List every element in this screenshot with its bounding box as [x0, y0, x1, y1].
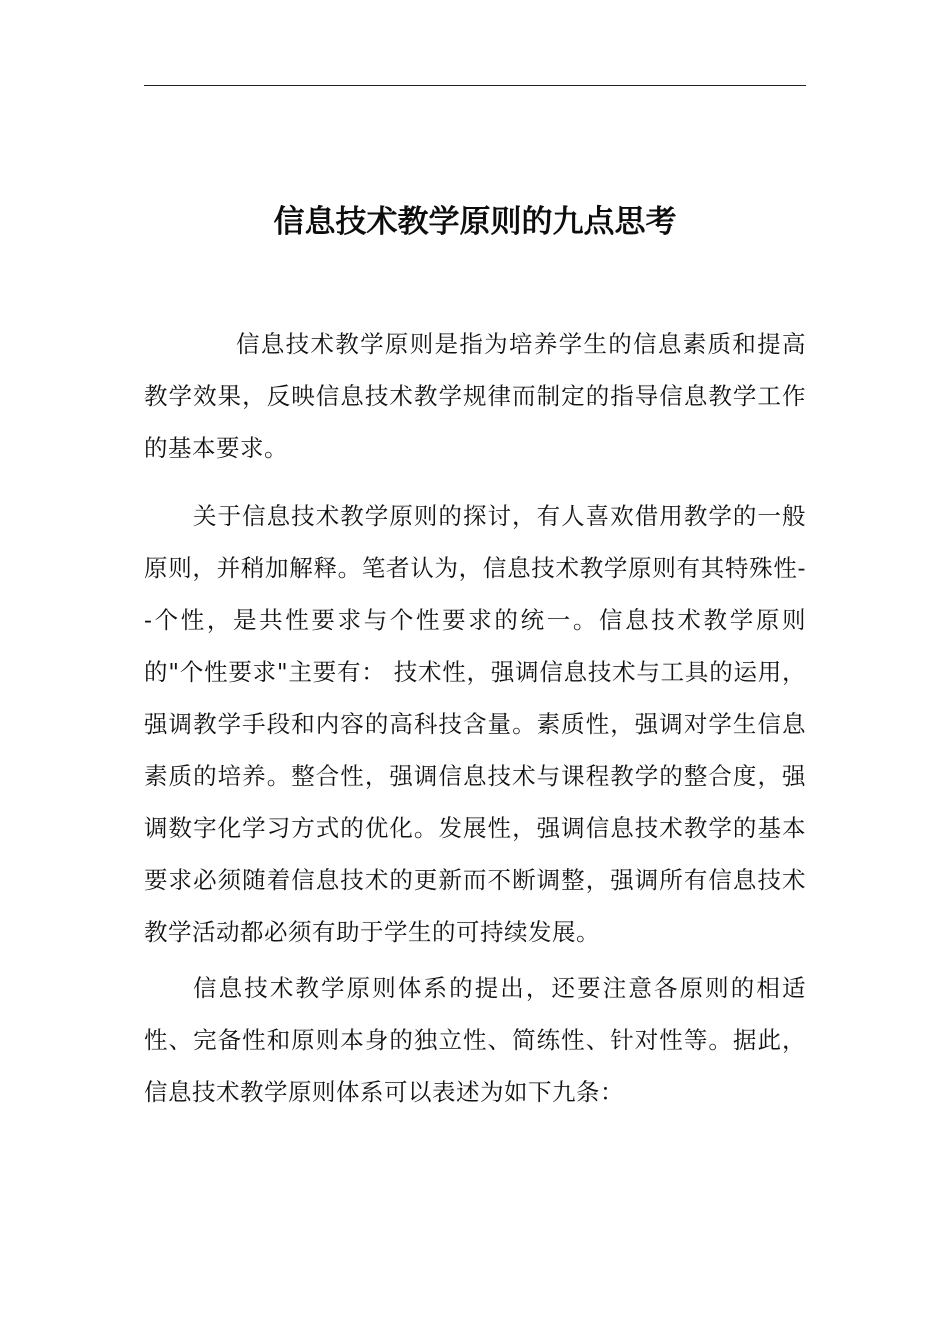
document-title: 信息技术教学原则的九点思考	[273, 204, 677, 240]
paragraph-system: 信息技术教学原则体系的提出，还要注意各原则的相适性、完备性和原则本身的独立性、简练性、针对性等。据此，信息技术教学原则体系可以表述为如下九条：	[144, 974, 806, 1106]
paragraph-characteristics: 关于信息技术教学原则的探讨，有人喜欢借用教学的一般原则，并稍加解释。笔者认为，信息技术教学原则有其特殊性--个性，是共性要求与个性要求的统一。信息技术教学原则的"个性要求"主要有： 技术性，强调信息技术与工具的运用，强调教学手段和内容的高科技含量。素质性，强调对学生信息素质的培养。整合性，强调信息技术与课程教学的整合度，强调数字化学习方式的优化。发展性，强调信息技术教学的基本要求必须随着信息技术的更新而不断调整，强调所有信息技术教学活动都必须有助于学生的可持续发展。	[144, 502, 806, 946]
header-rule	[144, 85, 806, 86]
paragraph-definition: 信息技术教学原则是指为培养学生的信息素质和提高教学效果，反映信息技术教学规律而制定的指导信息教学工作的基本要求。	[144, 330, 806, 462]
